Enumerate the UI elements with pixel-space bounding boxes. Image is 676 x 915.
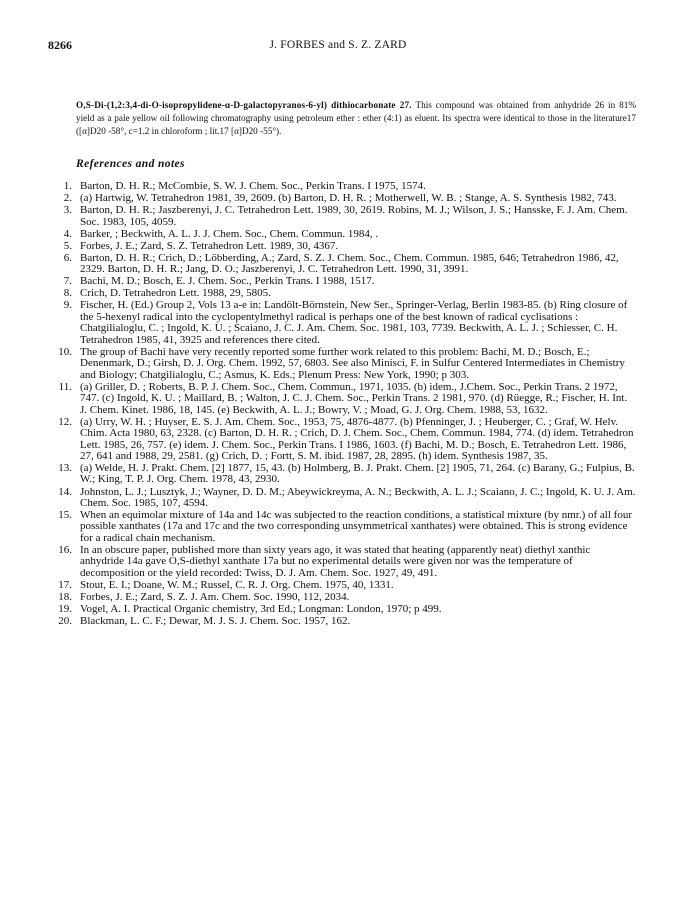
reference-text: Fischer, H. (Ed.) Group 2, Vols 13 a-e in: Landölt-Börnstein, New Ser., Springer-Verlag, Berlin 1983-85. (b) Ring closure of the 5-hexenyl radical into the cyclopentylmethyl radical is perhaps one of the best known of radical cyclisations : Chatgilialoglu, C. ; Ingold, K. U. ; Scaiano, J. C. J. Am. Chem. Soc. 1981, 103, 7739. Beckwith, A. L. J. ; Schiesser, C. H. Tetrahedron 1985, 41, 3925 and references there cited. <box>80 299 628 346</box>
reference-text: Barton, D. H. R.; Crich, D.; Löbberding, A.; Zard, S. Z. J. Chem. Soc., Chem. Commun. 1985, 646; Tetrahedron 1986, 42, 2329. Barton, D. H. R.; Jang, D. O.; Jaszberenyi, J. C. Tetrahedron Lett. 1990, 31, 3991. <box>80 251 619 276</box>
reference-number: 6. <box>63 251 72 264</box>
page-number: 8266 <box>48 38 72 52</box>
reference-number: 17. <box>58 578 72 591</box>
reference-number: 4. <box>63 227 72 240</box>
reference-item <box>50 300 636 346</box>
reference-number: 14. <box>58 485 72 498</box>
reference-item <box>50 241 636 252</box>
reference-item <box>50 347 636 381</box>
experimental-description: This compound was obtained from anhydride 26 in 81% yield as a pale yellow oil following chromatography using petroleum ether : ether (4:1) as eluent. Its spectra were identical to those in the literature17 ([α]D20 -58°, c=1.2 in chloroform ; lit.17 [α]D20 -55°). <box>76 100 636 136</box>
reference-number: 15. <box>58 509 72 521</box>
reference-number: 20. <box>58 615 72 628</box>
reference-text: When an equimolar mixture of 14a and 14c was subjected to the reaction conditions, a statistical mixture (by nmr.) of all four possible xanthates (17a and 17c and the two corresponding unsymmetrical xanthates) were obtained. This is strong evidence for a radical chain mechanism. <box>80 509 632 544</box>
reference-text: Crich, D. Tetrahedron Lett. 1988, 29, 5805. <box>80 287 271 300</box>
reference-number: 16. <box>58 543 72 556</box>
reference-item <box>50 510 636 544</box>
running-head: J. FORBES and S. Z. ZARD <box>269 39 407 51</box>
reference-item <box>50 463 636 486</box>
reference-number: 7. <box>63 275 72 288</box>
reference-text: Blackman, L. C. F.; Dewar, M. J. S. J. Chem. Soc. 1957, 162. <box>80 615 351 628</box>
reference-text: The group of Bachi have very recently reported some further work related to this problem: Bachi, M. D.; Bosch, E.; Denenmark, D.; Girsh, D. J. Org. Chem. 1992, 57, 6803. See also Minisci, F. in Sulfur Centered Intermediates in Chemistry and Biology; Chatgilialoglu, C.; Asmus, K. Eds.; Plenum Press: New York, 1990; p 303. <box>80 345 625 381</box>
reference-item <box>50 417 636 463</box>
reference-number: 8. <box>63 287 72 300</box>
reference-item <box>50 181 636 192</box>
reference-number: 5. <box>63 239 72 252</box>
reference-text: Vogel, A. I. Practical Organic chemistry, 3rd Ed.; Longman: London, 1970; p 499. <box>80 603 442 615</box>
references-heading: References and notes <box>76 158 185 170</box>
reference-text: In an obscure paper, published more than sixty years ago, it was stated that heating (apparently neat) diethyl xanthic anhydride 14a gave O,S-diethyl xanthate 17a but no experimental details were given nor was the temperature of decomposition or the yield recorded: Twiss, D. J. Am. Chem. Soc. 1927, 49, 491. <box>80 543 591 579</box>
reference-item <box>50 193 636 204</box>
reference-number: 13. <box>58 462 72 474</box>
reference-number: 3. <box>63 204 72 217</box>
reference-text: (a) Griller, D. ; Roberts, B. P. J. Chem. Soc., Chem. Commun., 1971, 1035. (b) idem., J.Chem. Soc., Perkin Trans. 2 1972, 747. (c) Ingold, K. U. ; Maillard, B. ; Walton, J. C. J. Chem. Soc., Perkin Trans. 2 1981, 970. (d) Rüegge, R.; Fischer, H. Int. J. Chem. Kinet. 1986, 18, 145. (e) Beckwith, A. L. J.; Bowry, V. ; Moad, G. J. Org. Chem. 1988, 53, 1632. <box>80 380 628 416</box>
reference-item <box>50 205 636 228</box>
reference-item <box>50 580 636 591</box>
reference-item <box>50 604 636 615</box>
reference-item <box>50 229 636 240</box>
reference-text: Bachi, M. D.; Bosch, E. J. Chem. Soc., Perkin Trans. I 1988, 1517. <box>80 275 375 288</box>
reference-text: Forbes, J. E.; Zard, S. Z. Tetrahedron Lett. 1989, 30, 4367. <box>80 239 339 252</box>
references-list <box>50 181 636 628</box>
reference-number: 10. <box>58 345 72 358</box>
reference-item <box>50 288 636 299</box>
reference-text: (a) Welde, H. J. Prakt. Chem. [2] 1877, 15, 43. (b) Holmberg, B. J. Prakt. Chem. [2] 1905, 71, 264. (c) Barany, G.; Fulpius, B. W.; King, T. P. J. Org. Chem. 1978, 43, 2930. <box>80 462 635 486</box>
reference-text: Forbes, J. E.; Zard, S. Z. J. Am. Chem. Soc. 1990, 112, 2034. <box>80 590 350 603</box>
reference-text: Barton, D. H. R.; Jaszberenyi, J. C. Tetrahedron Lett. 1989, 30, 2619. Robins, M. J.; Wilson, J. S.; Hansske, F. J. Am. Chem. Soc. 1983, 105, 4059. <box>80 204 628 228</box>
reference-number: 1. <box>63 180 72 192</box>
reference-item <box>50 545 636 579</box>
reference-text: Barker, ; Beckwith, A. L. J. J. Chem. Soc., Chem. Commun. 1984, . <box>80 227 379 240</box>
reference-text: Barton, D. H. R.; McCombie, S. W. J. Chem. Soc., Perkin Trans. I 1975, 1574. <box>80 180 426 192</box>
reference-item <box>50 276 636 287</box>
reference-number: 11. <box>58 380 72 393</box>
reference-item <box>50 253 636 276</box>
reference-item <box>50 487 636 510</box>
reference-text: (a) Urry, W. H. ; Huyser, E. S. J. Am. Chem. Soc., 1953, 75, 4876-4877. (b) Pfenninger, J. ; Heuberger, C. ; Graf, W. Helv. Chim. Acta 1980, 63, 2328. (c) Barton, D. H. R. ; Crich, D. J. Chem. Soc., Chem. Commun. 1984, 774. (d) idem. Tetrahedron Lett. 1985, 26, 757. (e) idem. J. Chem. Soc., Perkin Trans. I 1986, 1603. (f) Bachi, M. D.; Bosch, E. Tetrahedron Lett. 1986, 27, 641 and 1988, 29, 2581. (g) Crich, D. ; Fortt, S. M. ibid. 1987, 28, 2895. (h) idem. Synthesis 1987, 35. <box>80 415 634 462</box>
reference-number: 12. <box>58 415 72 428</box>
reference-text: Stout, E. I.; Doane, W. M.; Russel, C. R. J. Org. Chem. 1975, 40, 1331. <box>80 578 394 591</box>
experimental-paragraph <box>76 99 636 138</box>
reference-number: 9. <box>63 299 72 312</box>
compound-name: O,S-Di-(1,2:3,4-di-O-isopropylidene-α-D-galactopyranos-6-yl) dithiocarbonate 27. <box>76 100 412 110</box>
reference-item <box>50 592 636 603</box>
reference-item <box>50 616 636 627</box>
reference-number: 19. <box>58 603 72 615</box>
reference-number: 2. <box>63 192 72 205</box>
reference-text: Johnston, L. J.; Lusztyk, J.; Wayner, D. D. M.; Abeywickreyma, A. N.; Beckwith, A. L. J.; Scaiano, J. C.; Ingold, K. U. J. Am. Chem. Soc. 1985, 107, 4594. <box>80 485 636 509</box>
reference-text: (a) Hartwig, W. Tetrahedron 1981, 39, 2609. (b) Barton, D. H. R. ; Motherwell, W. B. ; Stange, A. S. Synthesis 1982, 743. <box>80 192 617 205</box>
reference-item <box>50 382 636 416</box>
reference-number: 18. <box>58 590 72 603</box>
